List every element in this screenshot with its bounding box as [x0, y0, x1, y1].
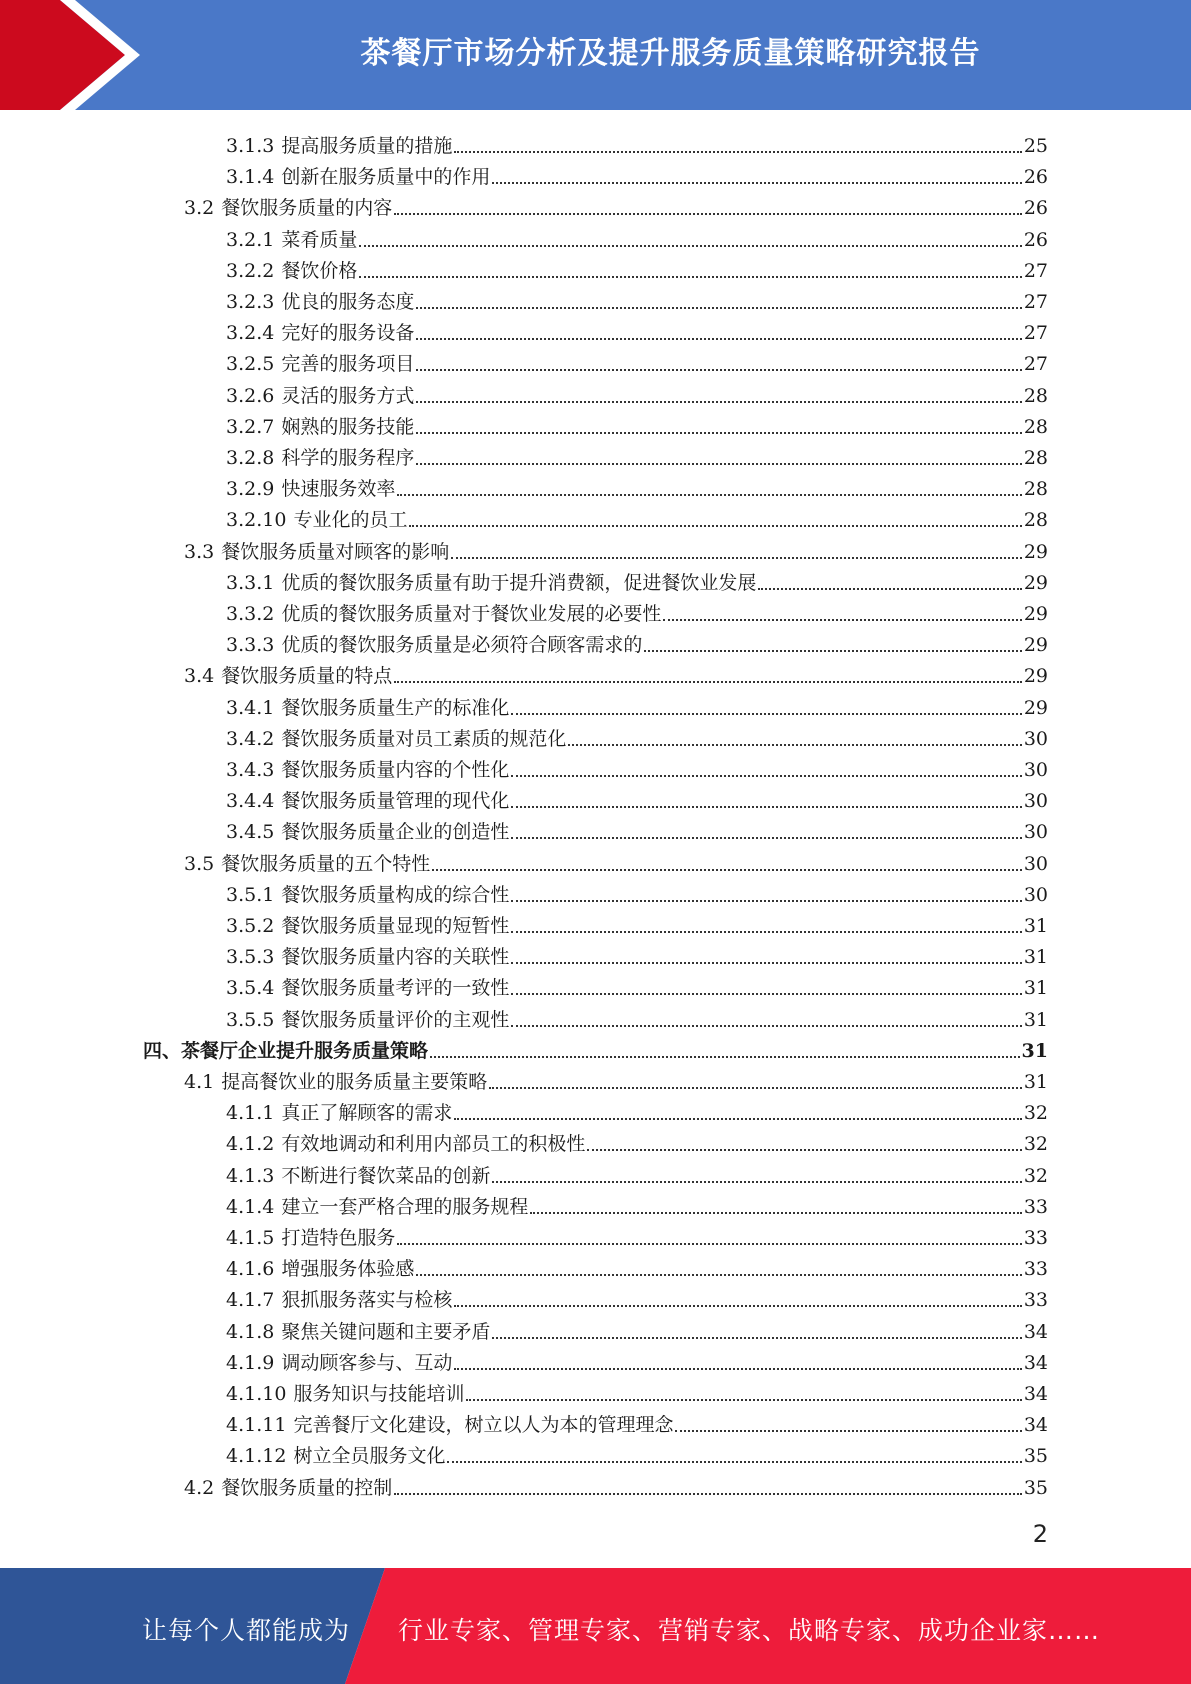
toc-entry[interactable]: [226, 127, 1048, 158]
toc-dot-leader: [568, 743, 1021, 746]
toc-entry-page: 34: [1023, 1351, 1048, 1374]
toc-dot-leader: [430, 1055, 1020, 1058]
toc-entry-number: 3.5.2: [226, 915, 275, 937]
toc-entry[interactable]: [226, 938, 1048, 969]
toc-dot-leader: [511, 1024, 1021, 1027]
toc-entry-title: 餐饮服务质量生产的标准化: [281, 696, 510, 719]
toc-entry-number: 4.1.7: [226, 1289, 275, 1312]
toc-entry[interactable]: [226, 221, 1048, 252]
toc-entry-page: 32: [1023, 1102, 1048, 1125]
toc-entry-title: 聚焦关键问题和主要矛盾: [281, 1320, 491, 1343]
toc-entry-page: 27: [1023, 259, 1048, 282]
toc-dot-leader: [416, 306, 1021, 309]
toc-entry-page: 28: [1023, 415, 1048, 438]
toc-entry-title: 完善的服务项目: [281, 353, 415, 376]
toc-dot-leader: [675, 1429, 1021, 1432]
toc-entry[interactable]: [226, 1250, 1048, 1281]
toc-entry[interactable]: [226, 1344, 1048, 1375]
toc-dot-leader: [394, 1492, 1022, 1495]
toc-entry[interactable]: [226, 1313, 1048, 1344]
toc-entry-number: 3.5: [184, 852, 215, 875]
toc-entry-title: 餐饮服务质量的五个特性: [221, 852, 431, 875]
toc-entry-title: 餐饮服务质量显现的短暂性: [281, 915, 510, 937]
toc-entry-title: 餐饮服务质量构成的综合性: [281, 883, 510, 906]
toc-entry-page: 29: [1023, 634, 1048, 657]
toc-entry-page: 34: [1023, 1320, 1048, 1343]
toc-entry-page: 30: [1023, 883, 1048, 906]
toc-dot-leader: [492, 1336, 1021, 1339]
toc-entry-number: 3.4.5: [226, 821, 275, 844]
toc-entry-title: 餐饮服务质量的特点: [221, 665, 393, 688]
toc-entry[interactable]: [226, 1219, 1048, 1250]
toc-entry-page: 31: [1023, 1071, 1048, 1093]
toc-entry[interactable]: [226, 564, 1048, 595]
toc-dot-leader: [454, 1367, 1021, 1370]
toc-entry-number: 4.1.9: [226, 1351, 275, 1374]
toc-entry-title: 优质的餐饮服务质量有助于提升消费额，促进餐饮业发展: [281, 571, 757, 594]
toc-entry-title: 树立全员服务文化: [293, 1445, 446, 1468]
toc-entry[interactable]: [226, 314, 1048, 345]
toc-entry-number: 4.1.2: [226, 1133, 275, 1156]
toc-entry-number: 3.2.3: [226, 291, 275, 313]
toc-entry[interactable]: [226, 377, 1048, 408]
toc-entry-number: 4.1.8: [226, 1320, 275, 1343]
toc-entry-number: 4.1.4: [226, 1195, 275, 1218]
toc-entry-page: 26: [1023, 228, 1048, 251]
toc-dot-leader: [511, 805, 1021, 808]
page-footer: [0, 1568, 1191, 1684]
toc-entry[interactable]: [226, 1094, 1048, 1125]
toc-entry-title: 四、茶餐厅企业提升服务质量策略: [143, 1039, 429, 1062]
toc-entry-page: 33: [1023, 1289, 1048, 1312]
toc-entry-page: 33: [1023, 1195, 1048, 1218]
toc-entry[interactable]: [226, 439, 1048, 470]
toc-entry-number: 3.4.4: [226, 790, 275, 813]
toc-entry-title: 完善餐厅文化建设，树立以人为本的管理理念: [293, 1414, 674, 1437]
toc-entry-page: 27: [1023, 353, 1048, 376]
toc-dot-leader: [511, 930, 1021, 933]
toc-entry-number: 4.1.6: [226, 1258, 275, 1281]
toc-entry-page: 27: [1023, 322, 1048, 345]
toc-dot-leader: [416, 431, 1021, 434]
toc-entry-page: 26: [1023, 197, 1048, 220]
toc-entry-title: 调动顾客参与、互动: [281, 1351, 453, 1374]
toc-dot-leader: [359, 244, 1021, 247]
toc-entry-page: 27: [1023, 291, 1048, 313]
toc-entry-number: 3.3.3: [226, 634, 275, 657]
toc-entry-number: 3.2.10: [226, 509, 287, 532]
toc-dot-leader: [451, 556, 1022, 559]
toc-entry-number: 3.2: [184, 197, 215, 220]
toc-entry-page: 33: [1023, 1227, 1048, 1249]
toc-dot-leader: [447, 1460, 1021, 1463]
toc-entry-number: 3.2.9: [226, 478, 275, 501]
toc-dot-leader: [394, 212, 1022, 215]
toc-entry[interactable]: [226, 813, 1048, 844]
toc-dot-leader: [758, 587, 1021, 590]
toc-entry-number: 4.1.11: [226, 1414, 287, 1437]
toc-entry-title: 娴熟的服务技能: [281, 415, 415, 438]
toc-dot-leader: [663, 618, 1021, 621]
toc-entry-title: 不断进行餐饮菜品的创新: [281, 1164, 491, 1187]
toc-entry[interactable]: [226, 470, 1048, 501]
toc-dot-leader: [397, 1242, 1021, 1245]
toc-entry[interactable]: [226, 1281, 1048, 1312]
toc-entry-page: 35: [1023, 1445, 1048, 1468]
toc-entry-page: 34: [1023, 1414, 1048, 1437]
toc-entry-number: 3.1.4: [226, 166, 275, 189]
toc-entry-number: 3.3.1: [226, 571, 275, 594]
toc-dot-leader: [432, 868, 1022, 871]
toc-entry-page: 31: [1023, 977, 1048, 1000]
toc-entry-page: 26: [1023, 166, 1048, 189]
toc-entry-number: 3.2.2: [226, 259, 275, 282]
toc-entry-number: 3.5.1: [226, 883, 275, 906]
toc-dot-leader: [359, 275, 1021, 278]
toc-entry-title: 狠抓服务落实与检核: [281, 1289, 453, 1312]
footer-slogan-left: 让每个人都能成为: [142, 1616, 351, 1645]
toc-entry-page: 28: [1023, 447, 1048, 469]
toc-entry-number: 3.5.4: [226, 977, 275, 1000]
toc-entry-number: 3.3.2: [226, 603, 275, 625]
toc-entry-title: 优良的服务态度: [281, 291, 415, 313]
toc-entry-title: 餐饮服务质量对员工素质的规范化: [281, 727, 567, 750]
toc-entry[interactable]: [184, 189, 1048, 220]
toc-entry-title: 优质的餐饮服务质量是必须符合顾客需求的: [281, 634, 643, 657]
toc-entry[interactable]: [226, 876, 1048, 907]
toc-entry[interactable]: [184, 1469, 1048, 1500]
toc-entry-title: 快速服务效率: [281, 478, 396, 501]
toc-dot-leader: [416, 1273, 1021, 1276]
toc-entry[interactable]: [143, 1032, 1048, 1063]
toc-entry-page: 31: [1021, 1039, 1048, 1062]
toc-entry-page: 25: [1023, 135, 1048, 157]
toc-entry-number: 3.1.3: [226, 135, 275, 157]
toc-entry-number: 3.2.6: [226, 384, 275, 407]
toc-dot-leader: [587, 1148, 1021, 1151]
toc-entry[interactable]: [184, 1063, 1048, 1094]
toc-entry-number: 3.5.3: [226, 946, 275, 969]
toc-entry-number: 4.1.12: [226, 1445, 287, 1468]
toc-entry-title: 建立一套严格合理的服务规程: [281, 1195, 529, 1218]
toc-entry-page: 29: [1023, 665, 1048, 688]
toc-entry-title: 餐饮服务质量管理的现代化: [281, 790, 510, 813]
toc-entry-number: 3.2.1: [226, 228, 275, 251]
toc-entry[interactable]: [226, 1001, 1048, 1032]
toc-entry-page: 29: [1023, 603, 1048, 625]
toc-entry-title: 餐饮价格: [281, 259, 358, 282]
footer-slogan-right: 行业专家、管理专家、营销专家、战略专家、成功企业家……: [398, 1616, 1101, 1645]
toc-entry[interactable]: [226, 751, 1048, 782]
toc-entry-number: 4.1: [184, 1071, 215, 1093]
toc-entry-page: 31: [1023, 946, 1048, 969]
toc-dot-leader: [511, 774, 1021, 777]
document-title: 茶餐厅市场分析及提升服务质量策略研究报告: [360, 36, 981, 71]
toc-entry-page: 32: [1023, 1164, 1048, 1187]
toc-entry[interactable]: [226, 1188, 1048, 1219]
toc-dot-leader: [466, 1398, 1021, 1401]
toc-entry-title: 科学的服务程序: [281, 447, 415, 469]
toc-dot-leader: [409, 524, 1021, 527]
toc-entry[interactable]: [226, 345, 1048, 376]
toc-dot-leader: [416, 462, 1021, 465]
toc-entry[interactable]: [226, 1157, 1048, 1188]
toc-dot-leader: [644, 649, 1021, 652]
toc-entry-number: 4.2: [184, 1476, 215, 1499]
toc-entry[interactable]: [226, 1406, 1048, 1437]
toc-entry[interactable]: [226, 1125, 1048, 1156]
toc-dot-leader: [530, 1211, 1021, 1214]
toc-entry-title: 打造特色服务: [281, 1227, 396, 1249]
toc-entry[interactable]: [226, 1375, 1048, 1406]
toc-entry[interactable]: [184, 657, 1048, 688]
toc-entry-number: 3.2.8: [226, 447, 275, 469]
toc-entry-page: 30: [1023, 759, 1048, 781]
toc-entry-number: 3.5.5: [226, 1008, 275, 1031]
toc-entry-page: 30: [1023, 852, 1048, 875]
toc-entry-title: 菜肴质量: [281, 228, 358, 251]
toc-entry[interactable]: [226, 595, 1048, 626]
toc-dot-leader: [454, 1304, 1021, 1307]
toc-entry-title: 真正了解顾客的需求: [281, 1102, 453, 1125]
toc-entry-page: 29: [1023, 696, 1048, 719]
toc-entry[interactable]: [184, 845, 1048, 876]
toc-entry-title: 完好的服务设备: [281, 322, 415, 345]
toc-entry-page: 35: [1023, 1476, 1048, 1499]
toc-entry-title: 餐饮服务质量企业的创造性: [281, 821, 510, 844]
toc-entry-title: 餐饮服务质量的控制: [221, 1476, 393, 1499]
toc-entry-page: 31: [1023, 1008, 1048, 1031]
toc-entry-page: 30: [1023, 821, 1048, 844]
toc-entry[interactable]: [226, 907, 1048, 938]
toc-entry-page: 33: [1023, 1258, 1048, 1281]
toc-dot-leader: [394, 680, 1022, 683]
toc-entry-page: 30: [1023, 727, 1048, 750]
toc-entry-title: 创新在服务质量中的作用: [281, 166, 491, 189]
toc-entry-number: 3.2.4: [226, 322, 275, 345]
toc-entry-number: 4.1.3: [226, 1164, 275, 1187]
toc-entry-title: 餐饮服务质量内容的关联性: [281, 946, 510, 969]
toc-dot-leader: [454, 150, 1021, 153]
toc-entry-title: 餐饮服务质量评价的主观性: [281, 1008, 510, 1031]
toc-entry-title: 有效地调动和利用内部员工的积极性: [281, 1133, 586, 1156]
toc-entry-title: 优质的餐饮服务质量对于餐饮业发展的必要性: [281, 603, 662, 625]
toc-entry-number: 3.4: [184, 665, 215, 688]
toc-entry[interactable]: [226, 158, 1048, 189]
toc-entry[interactable]: [226, 283, 1048, 314]
toc-entry[interactable]: [226, 501, 1048, 532]
toc-entry-page: 28: [1023, 478, 1048, 501]
toc-dot-leader: [492, 181, 1021, 184]
toc-dot-leader: [511, 961, 1021, 964]
toc-entry[interactable]: [226, 626, 1048, 657]
toc-entry-page: 28: [1023, 509, 1048, 532]
toc-entry-page: 29: [1023, 571, 1048, 594]
toc-dot-leader: [454, 1117, 1021, 1120]
toc-entry-title: 专业化的员工: [293, 509, 408, 532]
toc-entry[interactable]: [226, 689, 1048, 720]
toc-dot-leader: [416, 400, 1021, 403]
toc-entry[interactable]: [226, 1437, 1048, 1468]
toc-entry-title: 提高服务质量的措施: [281, 135, 453, 157]
toc-entry-title: 餐饮服务质量的内容: [221, 197, 393, 220]
toc-entry-number: 3.4.3: [226, 759, 275, 781]
toc-entry-page: 31: [1023, 915, 1048, 937]
page-header: [0, 0, 1191, 110]
toc-entry-page: 30: [1023, 790, 1048, 813]
toc-entry-title: 灵活的服务方式: [281, 384, 415, 407]
toc-entry-page: 29: [1023, 540, 1048, 563]
toc-entry[interactable]: [184, 533, 1048, 564]
toc-entry-page: 28: [1023, 384, 1048, 407]
toc-entry-number: 3.4.2: [226, 727, 275, 750]
toc-entry[interactable]: [226, 720, 1048, 751]
toc-entry-number: 4.1.10: [226, 1383, 287, 1405]
toc-entry[interactable]: [226, 408, 1048, 439]
toc-entry-title: 提高餐饮业的服务质量主要策略: [221, 1071, 488, 1093]
toc-entry-title: 餐饮服务质量考评的一致性: [281, 977, 510, 1000]
toc-entry[interactable]: [226, 969, 1048, 1000]
toc-dot-leader: [416, 337, 1021, 340]
toc-entry-number: 4.1.1: [226, 1102, 275, 1125]
toc-entry-number: 3.2.5: [226, 353, 275, 376]
toc-entry-number: 3.2.7: [226, 415, 275, 438]
toc-entry-title: 服务知识与技能培训: [293, 1383, 465, 1405]
toc-entry-title: 餐饮服务质量对顾客的影响: [221, 540, 450, 563]
toc-dot-leader: [489, 1086, 1022, 1089]
toc-entry-title: 餐饮服务质量内容的个性化: [281, 759, 510, 781]
toc-entry[interactable]: [226, 252, 1048, 283]
toc-entry-page: 32: [1023, 1133, 1048, 1156]
toc-entry-number: 4.1.5: [226, 1227, 275, 1249]
toc-entry-number: 3.3: [184, 540, 215, 563]
toc-entry-title: 增强服务体验感: [281, 1258, 415, 1281]
toc-dot-leader: [511, 836, 1021, 839]
toc-dot-leader: [511, 899, 1021, 902]
toc-dot-leader: [492, 1180, 1021, 1183]
toc-dot-leader: [511, 712, 1021, 715]
toc-dot-leader: [511, 992, 1021, 995]
toc-dot-leader: [397, 493, 1021, 496]
toc-entry-page: 34: [1023, 1383, 1048, 1405]
page-number: 2: [1032, 1520, 1048, 1548]
toc-entry[interactable]: [226, 782, 1048, 813]
toc-entry-number: 3.4.1: [226, 696, 275, 719]
toc-dot-leader: [416, 368, 1021, 371]
